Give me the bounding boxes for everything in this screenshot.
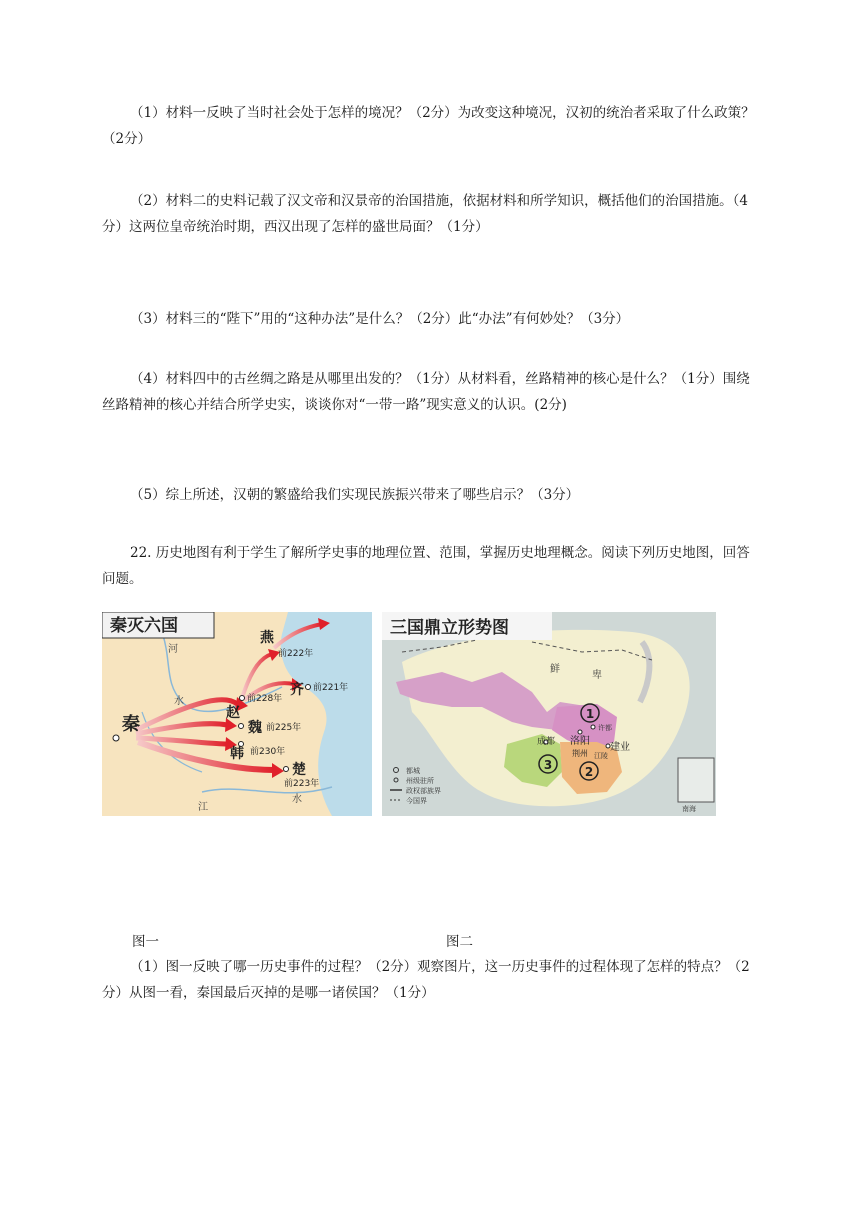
question-22-intro: 22. 历史地图有利于学生了解所学史事的地理位置、范围，掌握历史地理概念。阅读下列历史地图，回答问题。 <box>102 545 750 587</box>
svg-text:前225年: 前225年 <box>266 723 302 733</box>
map2-label-xudu: 许都 <box>598 724 612 732</box>
map1-river-shui-2: 水 <box>292 794 302 805</box>
map2-label-luoyang: 洛阳 <box>570 736 590 747</box>
map2-inset-label-nanhai: 南海 <box>682 805 696 813</box>
map2-label-chengdu: 成都 <box>537 737 556 747</box>
question-1: （1）材料一反映了当时社会处于怎样的境况？（2分）为改变这种境况，汉初的统治者采取了什么政策？（2分） <box>102 105 755 147</box>
svg-text:都城: 都城 <box>406 767 420 775</box>
question-3: （3）材料三的“陛下”用的“这种办法”是什么？（2分）此“办法”有何妙处？（3分） <box>130 311 630 327</box>
question-22-sub-1: （1）图一反映了哪一历史事件的过程？（2分）观察图片，这一历史事件的过程体现了怎样的特点？（2分）从图一看，秦国最后灭掉的是哪一诸侯国？（1分） <box>102 959 750 1001</box>
map1-title: 秦灭六国 <box>110 616 178 636</box>
question-4: （4）材料四中的古丝绸之路是从哪里出发的？（1分）从材料看，丝路精神的核心是什么？（1分）围绕丝路精神的核心并结合所学史实，谈谈你对“一带一路”现实意义的认识。(2分) <box>102 371 750 413</box>
svg-text:齐: 齐 <box>290 682 304 698</box>
map-qin-unification <box>102 612 372 816</box>
map1-river-jiang: 江 <box>198 802 208 813</box>
svg-text:3: 3 <box>543 758 553 772</box>
map-three-kingdoms <box>382 612 716 816</box>
svg-text:赵: 赵 <box>226 705 240 721</box>
svg-text:魏: 魏 <box>248 720 262 736</box>
svg-text:韩: 韩 <box>230 746 244 762</box>
svg-text:前230年: 前230年 <box>250 747 286 757</box>
svg-text:今国界: 今国界 <box>406 797 427 805</box>
map2-label-bei: 卑 <box>592 670 602 681</box>
map1-river-shui-1: 水 <box>174 696 184 707</box>
question-2: （2）材料二的史料记载了汉文帝和汉景帝的治国措施，依据材料和所学知识，概括他们的治国措施。（4分）这两位皇帝统治时期，西汉出现了怎样的盛世局面？（1分） <box>102 193 748 235</box>
svg-text:楚: 楚 <box>292 762 306 778</box>
map1-river-he: 河 <box>168 644 178 655</box>
svg-text:前223年: 前223年 <box>284 779 320 789</box>
map2-label-jianye: 建业 <box>610 742 630 753</box>
map2-label-jiangling: 江陵 <box>594 752 608 760</box>
figure-2-caption: 图二 <box>446 934 473 950</box>
svg-text:1: 1 <box>585 707 595 721</box>
figure-1-caption: 图一 <box>132 934 159 950</box>
map2-label-jingzhou: 荆州 <box>572 749 588 758</box>
svg-text:2: 2 <box>584 765 594 779</box>
svg-text:前221年: 前221年 <box>313 683 349 693</box>
svg-text:前228年: 前228年 <box>247 694 283 704</box>
map2-title: 三国鼎立形势图 <box>390 618 509 638</box>
map1-origin-label: 秦 <box>122 714 140 735</box>
svg-text:燕: 燕 <box>260 630 274 646</box>
svg-text:政权部族界: 政权部族界 <box>406 787 441 795</box>
svg-text:州级驻所: 州级驻所 <box>406 777 434 785</box>
svg-text:前222年: 前222年 <box>278 649 314 659</box>
map2-label-xian: 鲜 <box>550 664 560 675</box>
question-5: （5）综上所述，汉朝的繁盛给我们实现民族振兴带来了哪些启示？（3分） <box>130 487 580 503</box>
